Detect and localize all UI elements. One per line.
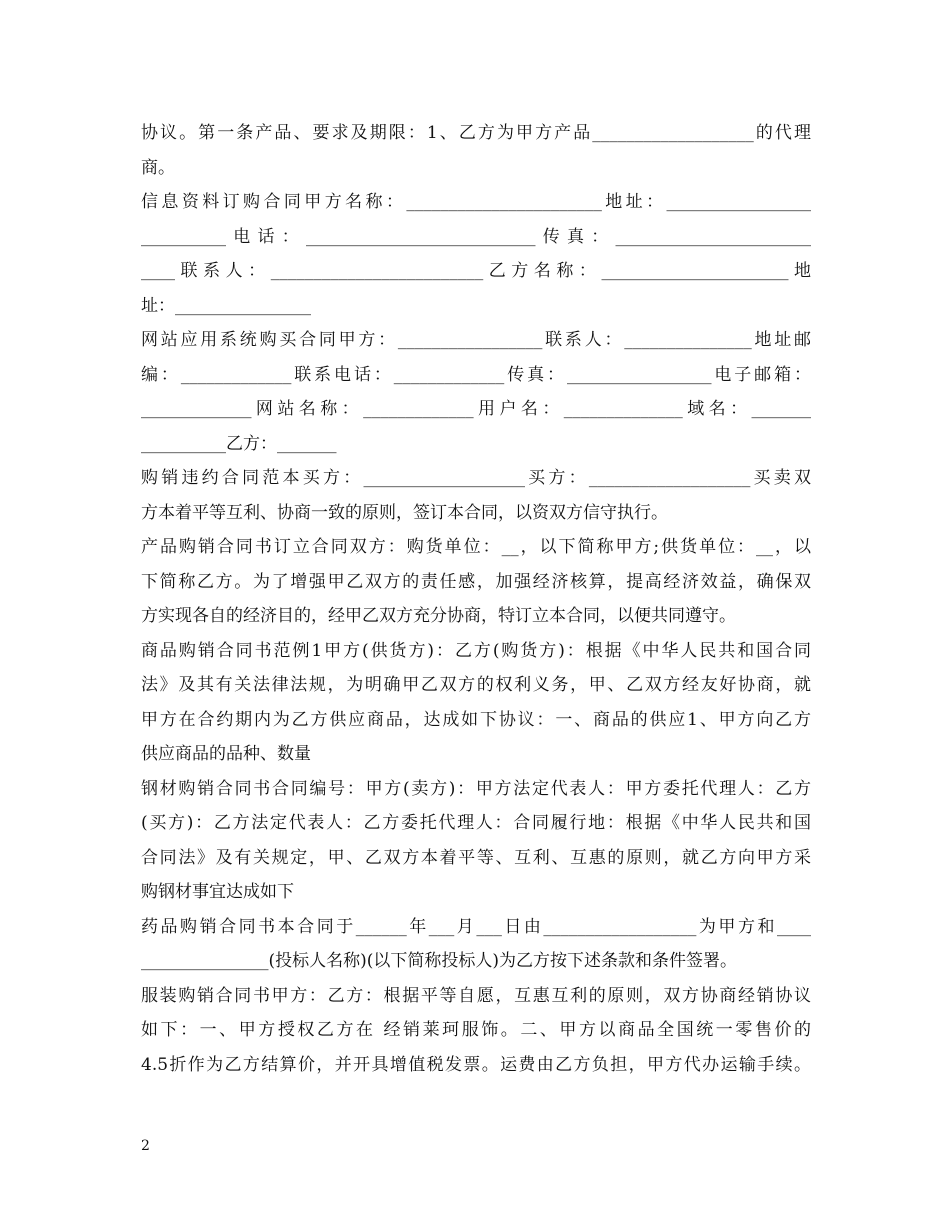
text-line: 法》及其有关法律法规，为明确甲乙双方的权利义务，甲、乙双方经友好协商，就 [141, 675, 811, 695]
text-line: 药品购销合同书本合同于______年___月___日由__________________为甲方和____ [141, 916, 811, 937]
text-line: 商品购销合同书范例1甲方(供货方)：乙方(购货方)：根据《中华人民共和国合同 [141, 640, 811, 661]
document-body [141, 116, 811, 1082]
text-line: __________电话：___________________________传真：_______________________ [141, 226, 811, 247]
text-line: 商。 [141, 157, 175, 178]
text-line: _______________(投标人名称)(以下简称投标人)为乙方按下述条款和条件签署。 [141, 951, 738, 971]
page-number: 2 [141, 1138, 150, 1154]
text-line: (买方)：乙方法定代表人：乙方委托代理人：合同履行地：根据《中华人民共和国 [141, 813, 811, 833]
text-line: 如下：一、甲方授权乙方在 经销莱珂服饰。二、甲方以商品全国统一零售价的 [141, 1020, 811, 1040]
text-line: 产品购销合同书订立合同双方：购货单位：__，以下简称甲方;供货单位：__，以 [141, 537, 811, 557]
text-line: 址：________________ [141, 295, 311, 316]
text-line: 服装购销合同书甲方：乙方：根据平等自愿，互惠互利的原则，双方协商经销协议 [141, 985, 811, 1006]
text-line: 购钢材事宜达成如下 [141, 882, 294, 902]
text-line: 网站应用系统购买合同甲方：_________________联系人：_______________地址邮 [141, 330, 811, 350]
text-line: 方实现各自的经济目的，经甲乙双方充分协商，特订立本合同，以便共同遵守。 [141, 606, 736, 626]
text-line: 购销违约合同范本买方：___________________买方：___________________买卖双 [141, 468, 811, 488]
text-line: 下简称乙方。为了增强甲乙双方的责任感，加强经济核算，提高经济效益，确保双 [141, 571, 811, 592]
text-line: 甲方在合约期内为乙方供应商品，达成如下协议：一、商品的供应1、甲方向乙方 [141, 709, 811, 730]
text-line: __________乙方：_______ [141, 433, 337, 454]
text-line: 方本着平等互利、协商一致的原则，签订本合同，以资双方信守执行。 [141, 502, 668, 523]
text-line: 钢材购销合同书合同编号：甲方(卖方)：甲方法定代表人：甲方委托代理人：乙方 [141, 778, 811, 799]
text-line: 合同法》及有关规定，甲、乙双方本着平等、互利、互惠的原则，就乙方向甲方采 [141, 847, 811, 868]
text-line: 编：_____________联系电话：_____________传真：_________________电子邮箱： [141, 364, 811, 385]
text-line: 信息资料订购合同甲方名称：_______________________地址：_________________ [141, 192, 811, 212]
text-line: 4.5折作为乙方结算价，并开具增值税发票。运费由乙方负担，甲方代办运输手续。 [141, 1054, 811, 1075]
text-line: 供应商品的品种、数量 [141, 744, 311, 764]
text-line: _____________网站名称：_____________用户名：______________域名：_______ [141, 399, 811, 419]
text-line: 协议。第一条产品、要求及期限：1、乙方为甲方产品___________________的代理 [141, 123, 811, 143]
text-line: ____联系人：_________________________乙方名称：______________________地 [141, 261, 811, 281]
